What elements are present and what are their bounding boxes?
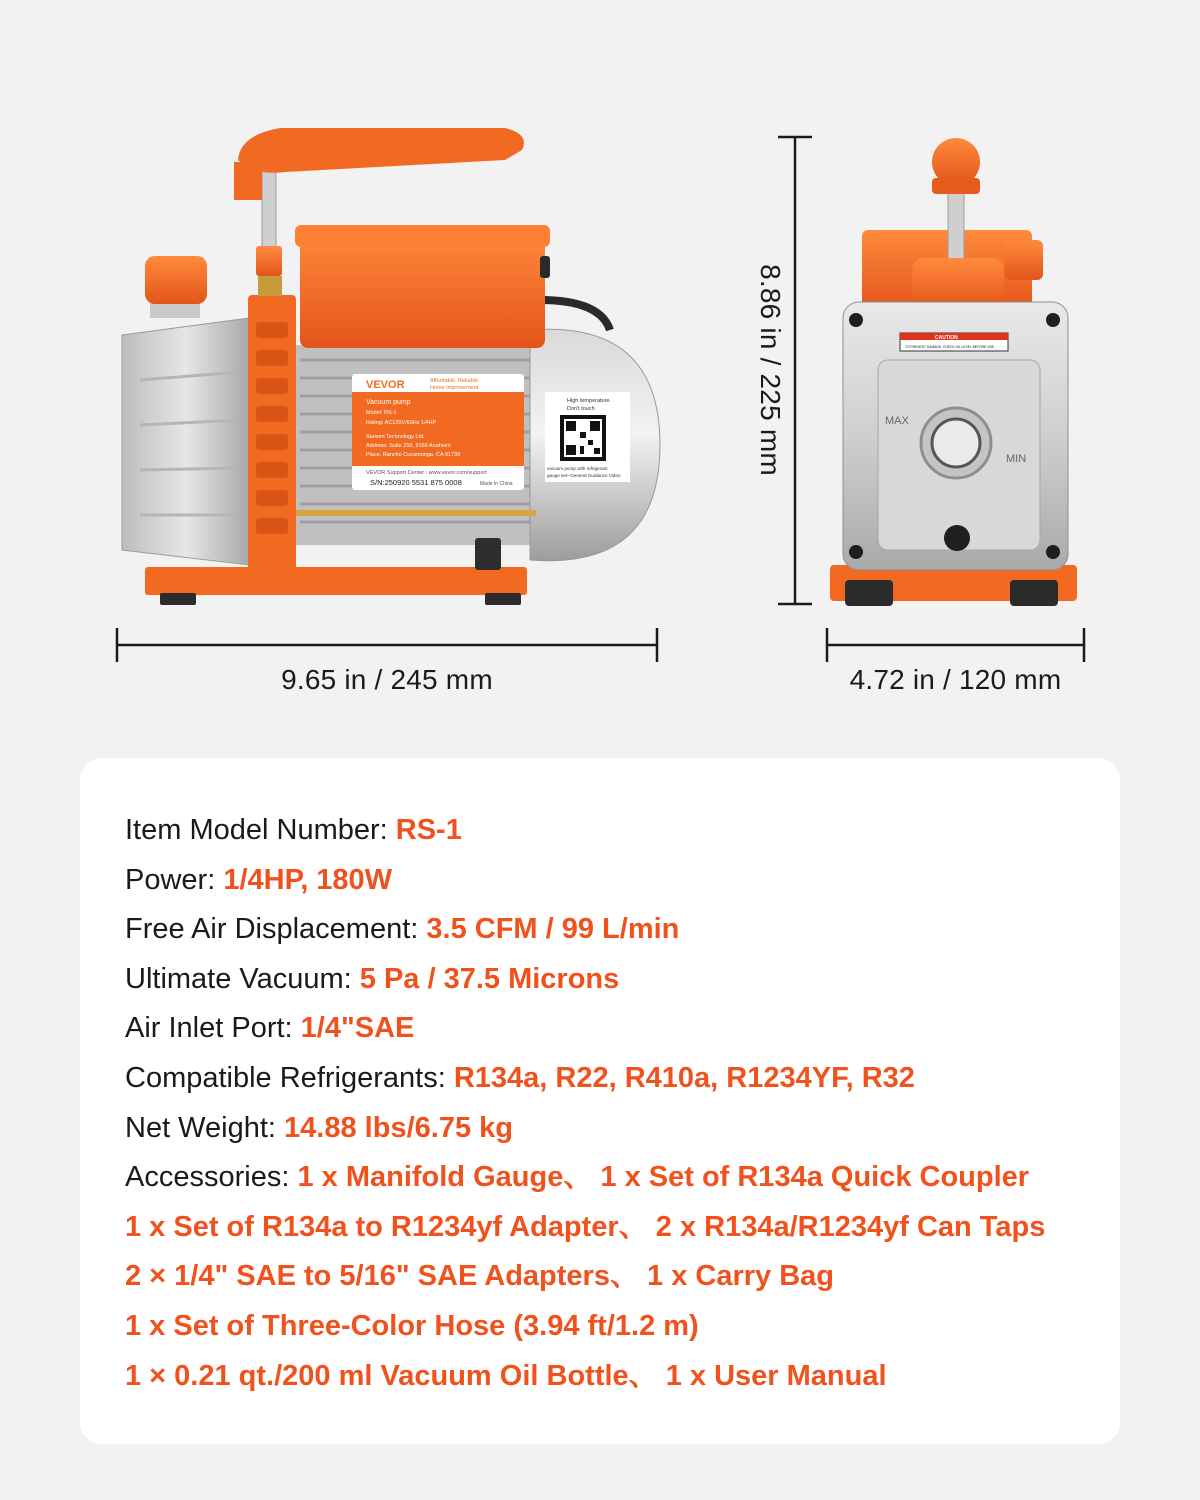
spec-row-accessories-4: [125, 1302, 1105, 1352]
spec-row-accessories-5: [125, 1352, 1105, 1402]
label-company: Sanven Technology Ltd.: [366, 434, 425, 440]
spec-label-accessories: Accessories:: [125, 1161, 298, 1194]
spec-row-vacuum: [125, 955, 1105, 1005]
depth-dimension-label: 4.72 in / 120 mm: [849, 664, 1062, 695]
spec-value-weight: 14.88 lbs/6.75 kg: [284, 1111, 513, 1144]
front-oil-cap: [912, 258, 1004, 308]
spec-value-power: 1/4HP, 180W: [223, 863, 393, 896]
warning-text-2: Don't touch: [567, 406, 595, 412]
pump-block: [122, 318, 250, 565]
spec-value-inlet: 1/4"SAE: [300, 1012, 415, 1045]
label-address-2: Place, Rancho Cucamonga, CA 91730: [366, 452, 461, 458]
spec-label-displacement: Free Air Displacement:: [125, 913, 427, 946]
spec-row-displacement: [125, 905, 1105, 955]
spec-row-accessories: [125, 1153, 1105, 1203]
label-origin: Made In China: [480, 481, 513, 487]
qr-caption-2: gauge set--General Guidance Video: [547, 473, 621, 478]
pump-foot-right: [485, 593, 521, 605]
spec-label-weight: Net Weight:: [125, 1111, 285, 1144]
spec-value-accessories-5: 1 × 0.21 qt./200 ml Vacuum Oil Bottle、 1 x User Manual: [125, 1359, 887, 1392]
spec-value-accessories-4: 1 x Set of Three-Color Hose (3.94 ft/1.2 m): [125, 1309, 699, 1342]
width-dimension-label: 9.65 in / 245 mm: [281, 664, 493, 695]
spec-label-power: Power:: [125, 863, 224, 896]
pump-foot-left: [160, 593, 196, 605]
qr-caption-1: vacuum pump with refrigerant: [547, 466, 608, 471]
label-support: VEVOR Support Center : www.vevor.com/support: [366, 470, 487, 476]
caution-title: CAUTION: [935, 335, 958, 341]
inlet-port-cap: [256, 246, 282, 276]
spec-label-model: Item Model Number:: [125, 814, 396, 846]
spec-value-accessories-2: 1 x Set of R134a to R1234yf Adapter、 2 x R134a/R1234yf Can Taps: [125, 1210, 1046, 1243]
min-mark: MIN: [1006, 453, 1027, 465]
specs-list: [125, 806, 1105, 1401]
spec-row-weight: [125, 1104, 1105, 1154]
label-address-1: Address: Suite 250, 9166 Anaheim: [366, 443, 451, 449]
pump-front-view: [830, 138, 1077, 606]
spec-value-accessories-1: 1 x Manifold Gauge、 1 x Set of R134a Quick Coupler: [297, 1161, 1030, 1194]
pump-side-view: [122, 128, 660, 605]
label-serial: S/N:250920 5531 875 0008: [370, 478, 462, 487]
label-brand: VEVOR: [366, 379, 405, 391]
spec-value-model: RS-1: [395, 814, 462, 846]
spec-row-model: [125, 806, 1105, 856]
spec-value-displacement: 3.5 CFM / 99 L/min: [426, 913, 680, 946]
height-dimension-label: 8.86 in / 225 mm: [755, 264, 786, 476]
spec-value-vacuum: 5 Pa / 37.5 Microns: [359, 962, 620, 995]
spec-label-refrigerants: Compatible Refrigerants:: [125, 1061, 454, 1094]
warning-text-1: High temperature.: [567, 398, 612, 404]
label-tagline-2: Home Improvement: [430, 385, 479, 391]
spec-row-refrigerants: [125, 1054, 1105, 1104]
caution-subtext: TO PREVENT DAMAGE: CHECK OIL LEVEL BEFORE USE.: [905, 345, 995, 349]
max-mark: MAX: [885, 415, 909, 427]
spec-row-accessories-3: [125, 1252, 1105, 1302]
label-tagline-1: Affordable. Reliable.: [430, 378, 480, 384]
label-model: Model: RS-1: [366, 410, 397, 416]
spec-label-inlet: Air Inlet Port:: [125, 1012, 301, 1045]
spec-row-inlet: [125, 1004, 1105, 1054]
spec-row-power: [125, 856, 1105, 906]
spec-value-refrigerants: R134a, R22, R410a, R1234YF, R32: [453, 1061, 915, 1094]
pump-base-plate: [145, 567, 527, 595]
spec-row-accessories-2: [125, 1203, 1105, 1253]
label-name: Vacuum pump: [366, 399, 411, 406]
carry-handle: [238, 128, 524, 173]
spec-value-accessories-3: 2 × 1/4" SAE to 5/16" SAE Adapters、 1 x Carry Bag: [125, 1260, 835, 1293]
product-illustration-area: [0, 0, 1200, 740]
spec-label-vacuum: Ultimate Vacuum:: [125, 962, 360, 995]
oil-cap: [145, 256, 207, 304]
label-rating: Rating: AC120V/60Hz 1/4HP: [366, 420, 437, 426]
vacuum-pump-illustration: [0, 0, 1200, 740]
drain-plug: [944, 525, 970, 551]
